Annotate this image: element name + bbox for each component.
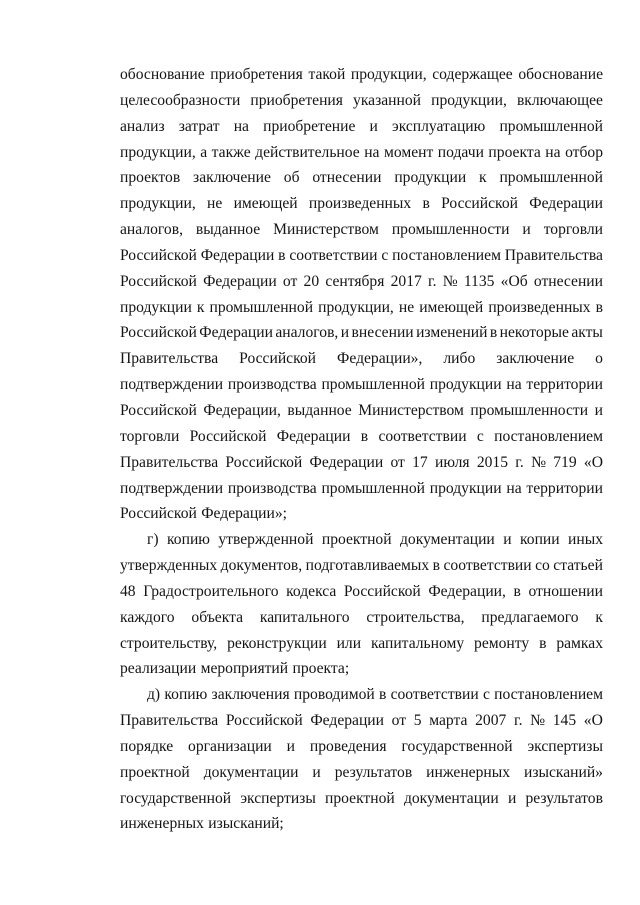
text-line: [120, 579, 603, 605]
word: документации: [400, 531, 495, 549]
word: статьей: [553, 557, 603, 575]
text-line: [120, 398, 603, 424]
word: №: [530, 712, 546, 730]
word: продукции: [429, 376, 502, 394]
word: производства: [227, 479, 317, 497]
word: ремонту: [474, 634, 530, 652]
word: Российской: [239, 350, 317, 368]
word: на: [545, 143, 561, 161]
text-line: [120, 269, 603, 295]
word: в: [360, 427, 369, 445]
text-line: [120, 553, 603, 579]
word: г.: [513, 712, 523, 730]
word: также: [211, 143, 251, 161]
word: промышленности: [391, 221, 510, 239]
word: государственной: [120, 789, 232, 807]
text-line: [120, 346, 603, 372]
word: инженерных: [426, 763, 511, 781]
word: утвержденных: [120, 557, 218, 575]
word: к: [196, 298, 205, 316]
word: промышленной: [209, 298, 314, 316]
text-line: [120, 372, 603, 398]
text-line: [120, 708, 603, 734]
word: проводимой: [293, 686, 375, 704]
word: в: [432, 557, 441, 575]
word: «О: [583, 712, 603, 730]
word: подтверждении: [120, 479, 224, 497]
word: Российской: [343, 582, 421, 600]
word: и: [286, 737, 296, 755]
word: с: [476, 427, 484, 445]
word: продукции: [394, 169, 467, 187]
word: Федерации: [309, 453, 384, 471]
word: постановлением: [392, 246, 501, 264]
word: Правительства: [120, 350, 219, 368]
word: в: [595, 298, 603, 316]
word: д): [147, 686, 161, 704]
word: не: [207, 195, 223, 213]
text-line: [120, 88, 603, 114]
word: промышленной: [499, 117, 603, 135]
text-line: [120, 191, 603, 217]
word: результатов: [334, 763, 413, 781]
word: на: [364, 143, 380, 161]
word: 1135: [463, 272, 495, 290]
word: Российской: [225, 453, 303, 471]
word: с: [482, 686, 490, 704]
word: Министерством: [358, 401, 464, 419]
word: приобретения: [210, 66, 303, 83]
text-line: [120, 605, 603, 631]
word: экспертизы: [240, 789, 316, 807]
word: Федерации: [529, 195, 603, 213]
word: выданное: [287, 401, 352, 419]
word: отношении: [528, 582, 603, 600]
text-line: [120, 760, 603, 786]
word: Министерством: [273, 221, 379, 239]
word: реализации: [120, 660, 197, 678]
text-line: [120, 501, 603, 527]
word: каждого: [120, 608, 175, 626]
word: затрат: [178, 117, 220, 135]
word: капитального: [259, 608, 350, 626]
word: в: [539, 634, 547, 652]
word: отнесении: [312, 169, 382, 187]
word: кодекса: [286, 582, 337, 600]
word: продукции,: [120, 195, 196, 213]
word: территории: [526, 479, 603, 497]
word: или: [336, 634, 362, 652]
word: на: [233, 117, 249, 135]
word: с: [381, 246, 389, 264]
word: Федерации: [200, 246, 275, 264]
text-line: [120, 682, 603, 708]
word: акты: [571, 324, 603, 342]
word: Федерации,: [428, 582, 506, 600]
word: копию: [167, 531, 210, 549]
word: и: [340, 324, 350, 342]
word: приобретение: [263, 117, 356, 135]
word: Российской: [189, 427, 267, 445]
word: подтверждении: [120, 376, 224, 394]
word: марта: [429, 712, 468, 730]
word: промышленности: [470, 401, 589, 419]
word: копии: [519, 531, 560, 549]
word: «Об: [500, 272, 528, 290]
word: аналогов,: [275, 324, 339, 342]
word: Российской: [225, 712, 303, 730]
word: строительству,: [120, 634, 218, 652]
word: Федерации: [276, 427, 351, 445]
word: продукции: [120, 298, 192, 316]
word: соответствии: [390, 686, 479, 704]
document-body: [120, 62, 603, 837]
word: произведенных: [488, 298, 591, 316]
text-line: [120, 165, 603, 191]
word: №: [531, 453, 546, 471]
word: иных: [568, 531, 603, 549]
word: Правительства: [120, 453, 219, 471]
word: г.: [428, 272, 437, 290]
word: государственной: [401, 737, 513, 755]
word: предлагаемого: [481, 608, 579, 626]
word: и: [522, 221, 531, 239]
word: документации: [203, 763, 299, 781]
word: Федерации: [310, 712, 384, 730]
word: организации: [188, 737, 272, 755]
word: промышленной: [499, 169, 603, 187]
word: на: [506, 376, 522, 394]
word: изысканий»: [523, 763, 603, 781]
word: 719: [553, 453, 577, 471]
word: и: [369, 117, 378, 135]
word: проекта;: [292, 660, 350, 678]
word: проекта: [488, 143, 541, 161]
word: заключения: [211, 686, 290, 704]
text-line: [120, 811, 603, 837]
word: заключение: [496, 350, 575, 368]
word: Российской: [120, 272, 197, 290]
word: сентября: [325, 272, 385, 290]
word: продукции,: [350, 66, 427, 83]
word: документов,: [220, 557, 303, 575]
text-line: [120, 786, 603, 812]
word: от: [391, 712, 407, 730]
word: изменений: [416, 324, 488, 342]
word: торговли: [120, 427, 180, 445]
word: проектной: [325, 789, 395, 807]
text-line: [120, 527, 603, 553]
word: на: [506, 479, 522, 497]
word: действительное: [255, 143, 360, 161]
word: копию: [164, 686, 208, 704]
word: мероприятий: [200, 660, 289, 678]
text-line: [120, 450, 603, 476]
word: в: [378, 686, 387, 704]
word: содержащее: [432, 66, 513, 83]
word: Градостроительного: [143, 582, 279, 600]
word: изысканий;: [208, 815, 284, 833]
text-line: [120, 656, 603, 682]
word: проектной: [120, 763, 190, 781]
word: указанной: [353, 91, 422, 109]
word: Федерации»;: [201, 505, 287, 523]
word: №: [442, 272, 458, 290]
word: и: [507, 789, 517, 807]
text-line: [120, 631, 603, 657]
word: в: [422, 195, 430, 213]
word: от: [390, 453, 405, 471]
word: постановлением: [494, 427, 603, 445]
word: целесообразности: [120, 91, 241, 109]
word: приобретения: [250, 91, 343, 109]
word: инженерных: [120, 815, 204, 833]
word: реконструкции: [227, 634, 327, 652]
word: анализ: [120, 117, 165, 135]
word: рамках: [556, 634, 603, 652]
word: обоснование: [120, 66, 205, 83]
word: отнесении: [533, 272, 603, 290]
word: обоснование: [518, 66, 603, 83]
word: подачи: [437, 143, 484, 161]
word: продукции,: [431, 91, 507, 109]
word: 5: [413, 712, 422, 730]
word: продукции,: [120, 143, 196, 161]
word: торговли: [543, 221, 603, 239]
word: Российской: [120, 505, 197, 523]
word: г): [147, 531, 159, 549]
text-line: [120, 476, 603, 502]
word: а: [200, 143, 208, 161]
word: к: [479, 169, 487, 187]
word: производства: [227, 376, 317, 394]
word: промышленной: [321, 479, 425, 497]
word: июля: [434, 453, 470, 471]
word: строительства,: [366, 608, 465, 626]
word: 48: [120, 582, 136, 600]
word: постановлением: [494, 686, 603, 704]
word: в: [278, 246, 286, 264]
word: внесении: [351, 324, 414, 342]
text-line: [120, 295, 603, 321]
word: Федерации,: [203, 401, 281, 419]
word: со: [535, 557, 550, 575]
text-line: [120, 217, 603, 243]
word: промышленной: [321, 376, 425, 394]
word: 2017: [390, 272, 422, 290]
word: в: [489, 324, 498, 342]
word: Российской: [120, 246, 197, 264]
word: капитальному: [370, 634, 465, 652]
word: эксплуатацию: [392, 117, 486, 135]
word: от: [282, 272, 298, 290]
word: порядке: [120, 737, 174, 755]
word: соответствии: [289, 246, 378, 264]
word: Федерации: [199, 324, 273, 342]
word: результатов: [525, 789, 603, 807]
word: Правительства: [120, 712, 219, 730]
word: Российской: [441, 195, 518, 213]
word: некоторые: [499, 324, 569, 342]
word: «О: [583, 453, 603, 471]
word: и: [503, 531, 512, 549]
word: заключение: [193, 169, 271, 187]
text-line: [120, 424, 603, 450]
word: Федерации: [203, 272, 277, 290]
word: об: [283, 169, 300, 187]
word: документации: [403, 789, 499, 807]
word: о: [595, 350, 603, 368]
word: продукции: [429, 479, 502, 497]
word: либо: [443, 350, 476, 368]
word: г.: [515, 453, 524, 471]
word: 2015: [476, 453, 508, 471]
word: к: [595, 608, 603, 626]
word: произведенных: [308, 195, 412, 213]
word: Российской: [120, 324, 197, 342]
word: экспертизы: [527, 737, 603, 755]
word: не: [398, 298, 415, 316]
word: момент: [383, 143, 434, 161]
word: включающее: [516, 91, 603, 109]
word: проведения: [309, 737, 387, 755]
word: проектов: [120, 169, 181, 187]
text-line: [120, 62, 603, 88]
word: имеющей: [233, 195, 298, 213]
text-line: [120, 734, 603, 760]
text-line: [120, 243, 603, 269]
text-line: [120, 114, 603, 140]
word: продукции,: [318, 298, 394, 316]
word: имеющей: [419, 298, 484, 316]
word: 20: [303, 272, 320, 290]
word: территории: [526, 376, 603, 394]
word: и: [594, 401, 603, 419]
word: 17: [412, 453, 428, 471]
word: утвержденной: [218, 531, 314, 549]
word: аналогов,: [120, 221, 183, 239]
word: Федерации»,: [337, 350, 423, 368]
word: и: [312, 763, 321, 781]
word: отбор: [565, 143, 603, 161]
word: соответствии: [443, 557, 532, 575]
word: Российской: [120, 401, 197, 419]
word: проектной: [321, 531, 392, 549]
word: такой: [308, 66, 346, 83]
word: в: [513, 582, 521, 600]
word: объекта: [191, 608, 244, 626]
text-line: [120, 320, 603, 346]
word: Правительства: [504, 246, 603, 264]
word: соответствии: [378, 427, 467, 445]
text-line: [120, 140, 603, 166]
word: выданное: [195, 221, 261, 239]
word: подготавливаемых: [305, 557, 430, 575]
word: 145: [552, 712, 577, 730]
word: 2007: [475, 712, 507, 730]
